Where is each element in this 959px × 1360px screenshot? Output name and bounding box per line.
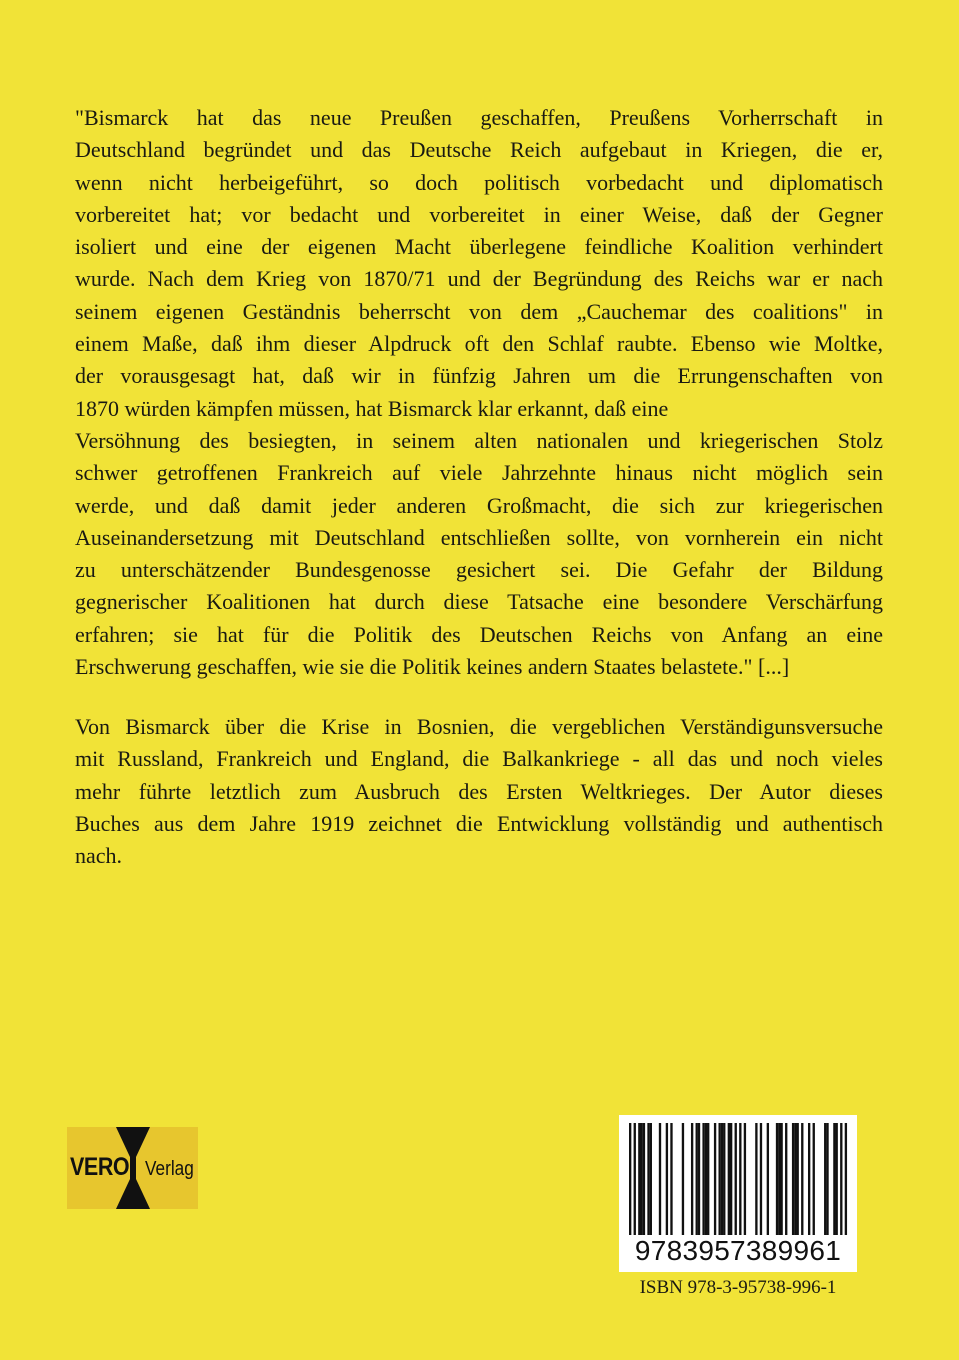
barcode-bar bbox=[845, 1123, 847, 1235]
barcode-bar bbox=[760, 1123, 762, 1235]
barcode-bar bbox=[634, 1123, 636, 1235]
quote-line: zu unterschätzender Bundesgenosse gesichert sei. Die Gefahr der Bildung bbox=[75, 557, 883, 583]
barcode-bar bbox=[776, 1123, 778, 1235]
book-summary bbox=[75, 711, 883, 872]
barcode-bar bbox=[670, 1123, 672, 1235]
barcode-bar bbox=[698, 1123, 700, 1235]
barcode-bar bbox=[735, 1123, 737, 1235]
barcode-bar bbox=[824, 1123, 826, 1235]
quote-line: Deutschland begründet und das Deutsche Reich aufgebaut in Kriegen, die er, bbox=[75, 137, 883, 163]
barcode-bar bbox=[718, 1123, 720, 1235]
summary-line: mit Russland, Frankreich und England, die Balkankriege - all das und noch vieles bbox=[75, 746, 883, 772]
bismarck-quote bbox=[75, 102, 883, 683]
barcode-bar bbox=[785, 1123, 787, 1235]
barcode-bar bbox=[714, 1123, 716, 1235]
barcode-bar bbox=[696, 1123, 698, 1235]
summary-line: Von Bismarck über die Krise in Bosnien, die vergeblichen Verständigunsversuche bbox=[75, 714, 883, 739]
barcode-bar bbox=[629, 1123, 631, 1235]
barcode-bar bbox=[833, 1123, 835, 1235]
vero-verlag-logo bbox=[67, 1127, 198, 1209]
barcode-bar bbox=[778, 1123, 780, 1235]
quote-line: "Bismarck hat das neue Preußen geschaffen, Preußens Vorherrschaft in bbox=[75, 105, 883, 130]
barcode-bar bbox=[792, 1123, 794, 1235]
barcode-bar bbox=[801, 1123, 803, 1235]
quote-line: Auseinandersetzung mit Deutschland entschließen sollte, von vornherein ein nicht bbox=[75, 524, 883, 550]
barcode-bar bbox=[808, 1123, 810, 1235]
barcode-bar bbox=[723, 1123, 725, 1235]
barcode-bar bbox=[702, 1123, 704, 1235]
summary-line: Buches aus dem Jahre 1919 zeichnet die Entwicklung vollständig und authentisch bbox=[75, 810, 883, 836]
barcode-digits: 9783957389961 bbox=[634, 1235, 842, 1266]
barcode-bar bbox=[836, 1123, 838, 1235]
quote-line: gegnerischer Koalitionen hat durch diese Tatsache eine besondere Verschärfung bbox=[75, 589, 883, 615]
isbn-barcode bbox=[619, 1115, 857, 1272]
quote-line: einem Maße, daß ihm dieser Alpdruck oft den Schlaf raubte. Ebenso wie Moltke, bbox=[75, 331, 883, 357]
barcode-bar bbox=[721, 1123, 723, 1235]
quote-line: der vorausgesagt hat, daß wir in fünfzig Jahren um die Errungenschaften von bbox=[75, 363, 883, 389]
barcode-bar bbox=[813, 1123, 815, 1235]
barcode-bar bbox=[767, 1123, 769, 1235]
isbn-label: ISBN 978-3-95738-996-1 bbox=[639, 1277, 837, 1298]
logo-vero-text: VERO bbox=[70, 1153, 130, 1181]
quote-line: schwer getroffenen Frankreich auf viele Jahrzehnte hinaus nicht möglich sein bbox=[75, 460, 883, 486]
logo-verlag-text: Verlag bbox=[145, 1158, 194, 1180]
barcode-bar bbox=[728, 1123, 730, 1235]
barcode-bar bbox=[643, 1123, 645, 1235]
barcode-bar bbox=[650, 1123, 652, 1235]
barcode-bar bbox=[797, 1123, 799, 1235]
barcode-bar bbox=[691, 1123, 693, 1235]
barcode-bar bbox=[659, 1123, 661, 1235]
quote-line: wurde. Nach dem Krieg von 1870/71 und der Begründung des Reichs war er nach bbox=[75, 266, 883, 292]
quote-line: seinem eigenen Geständnis beherrscht von dem „Cauchemar des coalitions" in bbox=[75, 298, 883, 324]
quote-line: isoliert und eine der eigenen Macht überlegene feindliche Koalition verhindert bbox=[75, 234, 883, 260]
barcode-bar bbox=[826, 1123, 828, 1235]
quote-line: vorbereitet hat; vor bedacht und vorbereitet in einer Weise, daß der Gegner bbox=[75, 201, 883, 227]
barcode-bar bbox=[705, 1123, 707, 1235]
barcode-bar bbox=[640, 1123, 642, 1235]
summary-line: mehr führte letztlich zum Ausbruch des Ersten Weltkrieges. Der Autor dieses bbox=[75, 778, 883, 804]
quote-line: Erschwerung geschaffen, wie sie die Politik keines andern Staates belastete." [...] bbox=[75, 654, 790, 680]
quote-line: 1870 würden kämpfen müssen, hat Bismarck klar erkannt, daß eine bbox=[75, 395, 669, 421]
barcode-bar bbox=[666, 1123, 668, 1235]
quote-line: werde, und daß damit jeder anderen Großmacht, die sich zur kriegerischen bbox=[75, 492, 883, 518]
barcode-bar bbox=[780, 1123, 782, 1235]
barcode-bar bbox=[638, 1123, 640, 1235]
barcode-bar bbox=[707, 1123, 709, 1235]
barcode-bar bbox=[739, 1123, 741, 1235]
summary-line: nach. bbox=[75, 843, 123, 869]
barcode-bar bbox=[682, 1123, 684, 1235]
quote-line: Versöhnung des besiegten, in seinem alten nationalen und kriegerischen Stolz bbox=[75, 427, 883, 453]
barcode-bar bbox=[744, 1123, 746, 1235]
quote-line: wenn nicht herbeigeführt, so doch politisch vorbedacht und diplomatisch bbox=[75, 169, 883, 195]
barcode-bar bbox=[755, 1123, 757, 1235]
barcode-bar bbox=[840, 1123, 842, 1235]
quote-line: erfahren; sie hat für die Politik des Deutschen Reichs von Anfang an eine bbox=[75, 621, 883, 647]
barcode-bar bbox=[794, 1123, 796, 1235]
barcode-bar bbox=[647, 1123, 649, 1235]
barcode-bar bbox=[730, 1123, 732, 1235]
